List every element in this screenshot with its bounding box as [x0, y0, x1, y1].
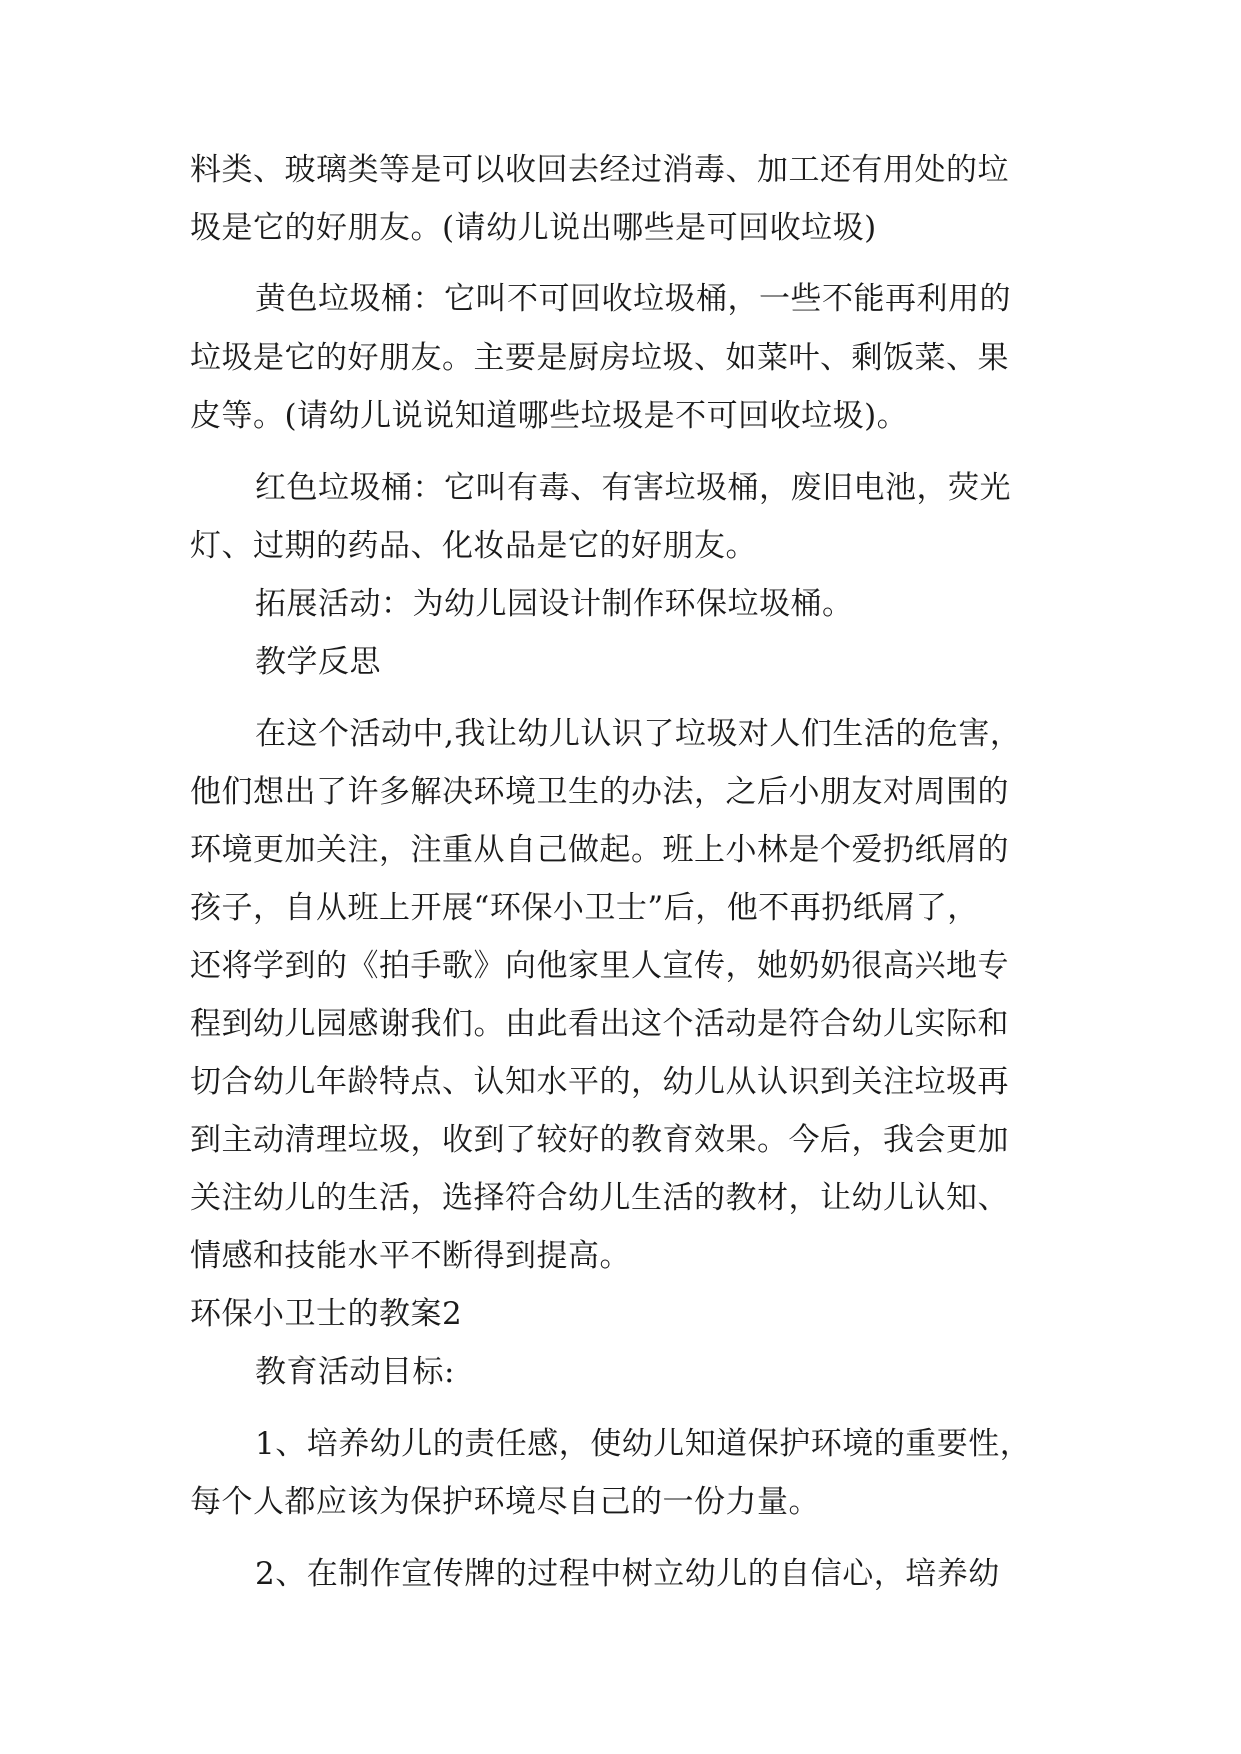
text-line: 拓展活动：为幼儿园设计制作环保垃圾桶。	[255, 586, 854, 622]
text-line: 料类、玻璃类等是可以收回去经过消毒、加工还有用处的垃	[190, 152, 1009, 188]
text-line: 在这个活动中,我让幼儿认识了垃圾对人们生活的危害，	[255, 716, 1022, 752]
text-line: 还将学到的《拍手歌》向他家里人宣传，她奶奶很高兴地专	[190, 948, 1009, 984]
section-heading: 教学反思	[255, 644, 381, 680]
text-line: 到主动清理垃圾，收到了较好的教育效果。今后，我会更加	[190, 1122, 1009, 1158]
text-line: 红色垃圾桶：它叫有毒、有害垃圾桶，废旧电池，荧光	[255, 470, 1011, 506]
text-line: 灯、过期的药品、化妆品是它的好朋友。	[190, 528, 757, 564]
text-line: 情感和技能水平不断得到提高。	[190, 1238, 631, 1274]
document-title: 环保小卫士的教案2	[190, 1296, 463, 1332]
text-line: 关注幼儿的生活，选择符合幼儿生活的教材，让幼儿认知、	[190, 1180, 1009, 1216]
text-line: 每个人都应该为保护环境尽自己的一份力量。	[190, 1484, 820, 1520]
text-line: 垃圾是它的好朋友。主要是厨房垃圾、如菜叶、剩饭菜、果	[190, 340, 1009, 376]
text-line: 皮等。(请幼儿说说知道哪些垃圾是不可回收垃圾)。	[190, 398, 909, 434]
text-line: 程到幼儿园感谢我们。由此看出这个活动是符合幼儿实际和	[190, 1006, 1009, 1042]
section-heading: 教育活动目标:	[255, 1354, 455, 1390]
text-line: 切合幼儿年龄特点、认知水平的，幼儿从认识到关注垃圾再	[190, 1064, 1009, 1100]
text-line: 黄色垃圾桶：它叫不可回收垃圾桶，一些不能再利用的	[255, 281, 1011, 317]
text-line: 孩子，自从班上开展“环保小卫士”后，他不再扔纸屑了，	[190, 890, 979, 926]
text-line: 圾是它的好朋友。(请幼儿说出哪些是可回收垃圾)	[190, 210, 877, 246]
text-line: 环境更加关注，注重从自己做起。班上小林是个爱扔纸屑的	[190, 832, 1009, 868]
text-line: 1、培养幼儿的责任感，使幼儿知道保护环境的重要性，	[255, 1426, 1032, 1462]
text-line: 他们想出了许多解决环境卫生的办法，之后小朋友对周围的	[190, 774, 1009, 810]
text-line: 2、在制作宣传牌的过程中树立幼儿的自信心，培养幼	[255, 1556, 1000, 1592]
